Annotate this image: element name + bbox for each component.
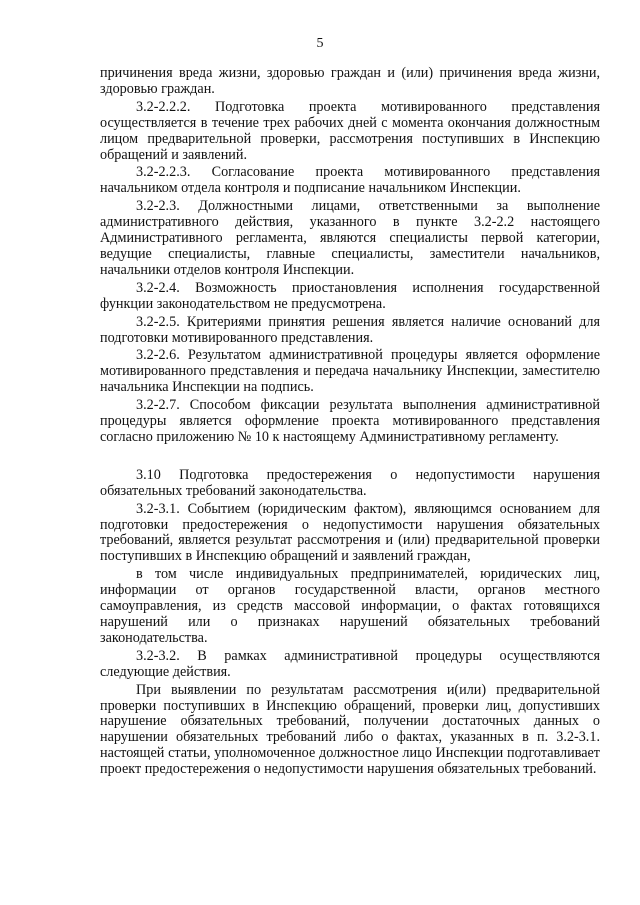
paragraph: в том числе индивидуальных предпринимателей, юридических лиц, информации от органов государственной власти, органов местного самоуправления, из средств массовой информации, о фактах готовящихся нарушений или о признаках нарушений обязательных требований законодательства. xyxy=(100,566,600,646)
paragraph: 3.2-2.7. Способом фиксации результата выполнения административной процедуры является оформление проекта мотивированного представления согласно приложению № 10 к настоящему Административному регламенту. xyxy=(100,397,600,445)
document-body xyxy=(100,66,600,780)
paragraph: 3.2-2.2.2. Подготовка проекта мотивированного представления осуществляется в течение трех рабочих дней с момента окончания должностным лицом предварительной проверки, рассмотрения поступивших в Инспекцию обращений и заявлений. xyxy=(100,98,600,163)
paragraph: 3.2-2.2.3. Согласование проекта мотивированного представления начальником отдела контроля и подписание начальником Инспекции. xyxy=(100,164,600,197)
paragraph: 3.2-2.5. Критериями принятия решения является наличие оснований для подготовки мотивированного представления. xyxy=(100,313,600,346)
paragraph: 3.2-2.6. Результатом административной процедуры является оформление мотивированного представления и передача начальнику Инспекции, заместителю начальника Инспекции на подпись. xyxy=(100,347,600,396)
paragraph: 3.2-2.4. Возможность приостановления исполнения государственной функции законодательством не предусмотрена. xyxy=(100,279,600,312)
paragraph: 3.2-3.1. Событием (юридическим фактом), являющимся основанием для подготовки предостережения о недопустимости нарушения обязательных требований, является результат рассмотрения и (или) предварительной проверки поступивших в Инспекцию обращений и заявлений граждан, xyxy=(100,500,600,565)
page-number: 5 xyxy=(316,36,324,51)
paragraph: При выявлении по результатам рассмотрения и(или) предварительной проверки поступивших в Инспекцию обращений, проверки лиц, допустивших нарушение обязательных требований, получении достаточных данных о нарушении обязательных требований либо о фактах, указанных в п. 3.2-3.1. настоящей статьи, уполномоченное должностное лицо Инспекции подготавливает проект предостережения о недопустимости нарушения обязательных требований. xyxy=(100,681,600,778)
paragraph: 3.2-3.2. В рамках административной процедуры осуществляются следующие действия. xyxy=(100,647,600,680)
paragraph: причинения вреда жизни, здоровью граждан и (или) причинения вреда жизни, здоровью граждан. xyxy=(100,65,600,97)
paragraph: 3.2-2.3. Должностными лицами, ответственными за выполнение административного действия, указанного в пункте 3.2-2.2 настоящего Административного регламента, являются специалисты первой категории, ведущие специалисты, главные специалисты, заместители начальников, начальники отделов контроля Инспекции. xyxy=(100,198,600,278)
section-heading: 3.10 Подготовка предостережения о недопустимости нарушения обязательных требований законодательства. xyxy=(100,466,600,499)
